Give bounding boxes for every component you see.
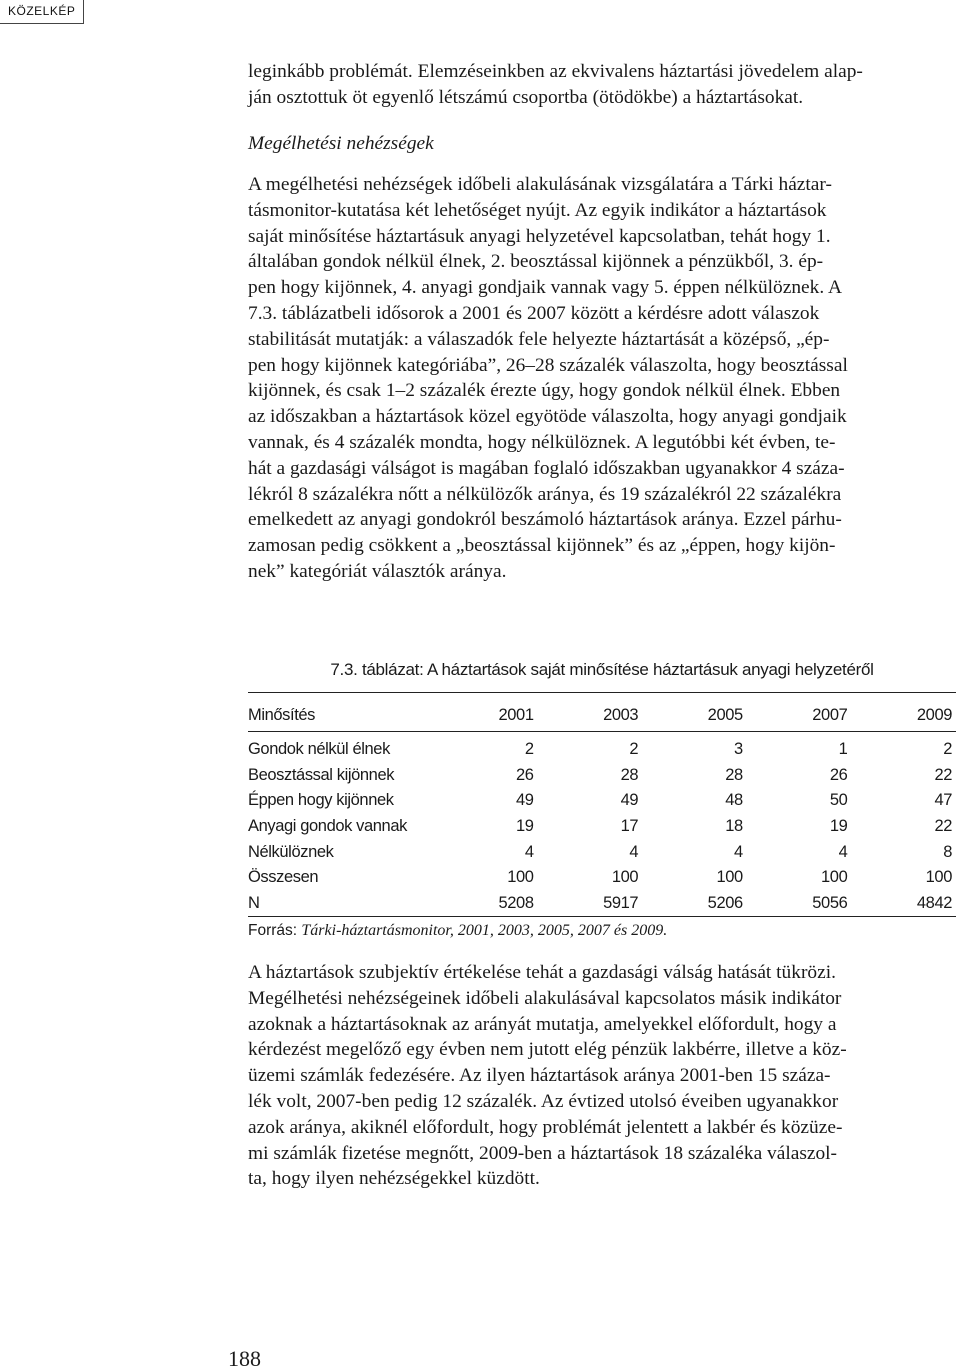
section-tag: KÖZELKÉP: [0, 0, 84, 24]
table-cell: 100: [925, 868, 952, 887]
table-cell: 5208: [498, 893, 534, 912]
table-row: [248, 737, 952, 763]
column-header: 2003: [603, 705, 639, 724]
table-row: [248, 788, 952, 814]
table-top-rule: [248, 692, 956, 693]
text-line: üzemi számlák fedezésére. Az ilyen háztartások aránya 2001-ben 15 száza-: [248, 1065, 831, 1087]
text-line: az időszakban a háztartások közel egyötöde válaszolta, hogy anyagi gondjaik: [248, 406, 847, 428]
table-header-row: [248, 703, 952, 727]
table-cell: 5206: [707, 893, 743, 912]
paragraph-closing: [248, 960, 956, 1192]
table-cell: Gondok nélkül élnek: [248, 740, 390, 759]
table-cell: 100: [507, 868, 534, 887]
text-line: ta, hogy ilyen nehézségekkel küzdött.: [248, 1168, 540, 1190]
table-cell: 49: [516, 791, 534, 810]
table-row: [248, 814, 952, 840]
table-cell: 19: [516, 817, 534, 836]
text-line: általában gondok nélkül élnek, 2. beosztással kijönnek a pénzükből, 3. ép-: [248, 251, 824, 273]
text-line: nek” kategóriát választók aránya.: [248, 560, 507, 582]
text-line: zamosan pedig csökkent a „beosztással kijönnek” és az „éppen, hogy kijön-: [248, 535, 836, 557]
table-cell: 4: [524, 842, 534, 861]
table-cell: 2: [629, 740, 639, 759]
table-cell: 22: [934, 765, 952, 784]
table-row: [248, 891, 952, 917]
text-line: emelkedett az anyagi gondokról beszámoló háztartások aránya. Ezzel párhu-: [248, 509, 842, 531]
column-header: Minősítés: [248, 705, 316, 724]
paragraph-intro: [248, 59, 956, 111]
table-row: [248, 763, 952, 789]
column-header: 2005: [707, 705, 743, 724]
table-cell: 5056: [812, 893, 848, 912]
table-cell: 100: [821, 868, 848, 887]
table-cell: N: [248, 893, 260, 912]
table-body: [248, 737, 952, 916]
table-cell: 22: [934, 817, 952, 836]
table-cell: 19: [829, 817, 848, 836]
table-cell: 28: [725, 765, 743, 784]
column-header: 2009: [916, 705, 952, 724]
page-number: 188: [228, 1346, 261, 1371]
table-cell: Anyagi gondok vannak: [248, 817, 407, 836]
table-cell: 100: [611, 868, 639, 887]
table-cell: 1: [838, 740, 848, 759]
table-cell: 4: [734, 842, 743, 861]
text-line: tásmonitor-kutatása két lehetőséget nyújt. Az egyik indikátor a háztartások: [248, 199, 827, 221]
text-line: pen hogy kijönnek kategóriába”, 26–28 százalék válaszolta, hogy beosztással: [248, 354, 848, 376]
text-line: lék volt, 2007-ben pedig 12 százalék. Az évtized utolsó éveiben ugyanakkor: [248, 1090, 839, 1112]
table-cell: Nélkülöznek: [248, 842, 334, 861]
table-cell: 28: [620, 765, 639, 784]
table-cell: 3: [734, 740, 743, 759]
text-line: saját minősítése háztartásuk anyagi helyzetével kapcsolatban, tehát hogy 1.: [248, 225, 831, 247]
table-caption: 7.3. táblázat: A háztartások saját minősítése háztartásuk anyagi helyzetéről: [330, 660, 874, 679]
table-source: [248, 922, 667, 940]
paragraph-main: [248, 172, 956, 585]
table-cell: 17: [620, 817, 639, 836]
table-cell: 4842: [916, 893, 952, 912]
text-line: vannak, és 4 százalék mondta, hogy nélkülöznek. A legutóbbi két évben, te-: [248, 431, 836, 453]
table-cell: 49: [620, 791, 639, 810]
table-cell: 8: [943, 842, 952, 861]
table-cell: 100: [716, 868, 743, 887]
source-label: Forrás:: [248, 922, 298, 939]
table-cell: 4: [629, 842, 639, 861]
text-line: 7.3. táblázatbeli idősorok a 2001 és 2007 között a kérdésre adott válaszok: [248, 302, 820, 324]
page-content: [248, 0, 956, 1370]
table-cell: 26: [829, 765, 848, 784]
text-line: azok aránya, akiknél előfordult, hogy problémát jelentett a lakbér és közüze-: [248, 1116, 843, 1138]
table-cell: 48: [725, 791, 743, 810]
text-line: kijönnek, és csak 1–2 százalék érezte úgy, hogy gondok nélkül élnek. Ebben: [248, 380, 841, 402]
table-header: [248, 703, 952, 727]
text-line: kérdezést megelőző egy évben nem jutott elég pénzük lakbérre, illetve a köz-: [248, 1039, 847, 1061]
text-line: azoknak a háztartásoknak az arányát mutatja, amelyekkel előfordult, hogy a: [248, 1013, 837, 1035]
table-cell: 2: [524, 740, 534, 759]
text-line: leginkább problémát. Elemzéseinkben az ekvivalens háztartási jövedelem alap-: [248, 61, 863, 82]
table-row: [248, 839, 952, 865]
section-heading: Megélhetési nehézségek: [248, 133, 434, 154]
text-line: mi számlák fizetése megnőtt, 2009-ben a háztartások 18 százaléka válaszol-: [248, 1142, 838, 1164]
text-line: stabilitását mutatják: a válaszadók fele helyezte háztartását a középső, „ép-: [248, 328, 830, 350]
table-bottom-rule: [248, 916, 956, 917]
table-cell: 5917: [603, 893, 639, 912]
table-cell: 2: [943, 740, 952, 759]
table-cell: 18: [725, 817, 743, 836]
text-line: hát a gazdasági válságot is magában foglaló időszakban ugyanakkor 4 száza-: [248, 457, 845, 479]
source-text: Tárki-háztartásmonitor, 2001, 2003, 2005, 2007 és 2009.: [301, 922, 668, 939]
column-header: 2007: [812, 705, 848, 724]
text-line: lékról 8 százalékra nőtt a nélkülözők aránya, és 19 százalékról 22 százalékra: [248, 483, 842, 505]
table-cell: Éppen hogy kijönnek: [248, 791, 394, 810]
table-cell: 4: [838, 842, 848, 861]
text-line: pen hogy kijönnek, 4. anyagi gondjaik vannak vagy 5. éppen nélkülöznek. A: [248, 277, 842, 299]
table-cell: Beosztással kijönnek: [248, 765, 395, 784]
table-cell: 26: [516, 765, 534, 784]
table-cell: 47: [934, 791, 952, 810]
table-cell: Összesen: [248, 868, 319, 887]
table-row: [248, 865, 952, 891]
column-header: 2001: [498, 705, 534, 724]
text-line: ján osztottuk öt egyenlő létszámú csoportba (ötödökbe) a háztartásokat.: [248, 86, 804, 108]
text-line: A megélhetési nehézségek időbeli alakulásának vizsgálatára a Tárki háztar-: [248, 174, 832, 195]
text-line: Megélhetési nehézségeinek időbeli alakulásával kapcsolatos másik indikátor: [248, 987, 842, 1009]
table-cell: 50: [829, 791, 848, 810]
table-header-rule: [248, 731, 956, 732]
text-line: A háztartások szubjektív értékelése tehát a gazdasági válság hatását tükrözi.: [248, 962, 836, 983]
